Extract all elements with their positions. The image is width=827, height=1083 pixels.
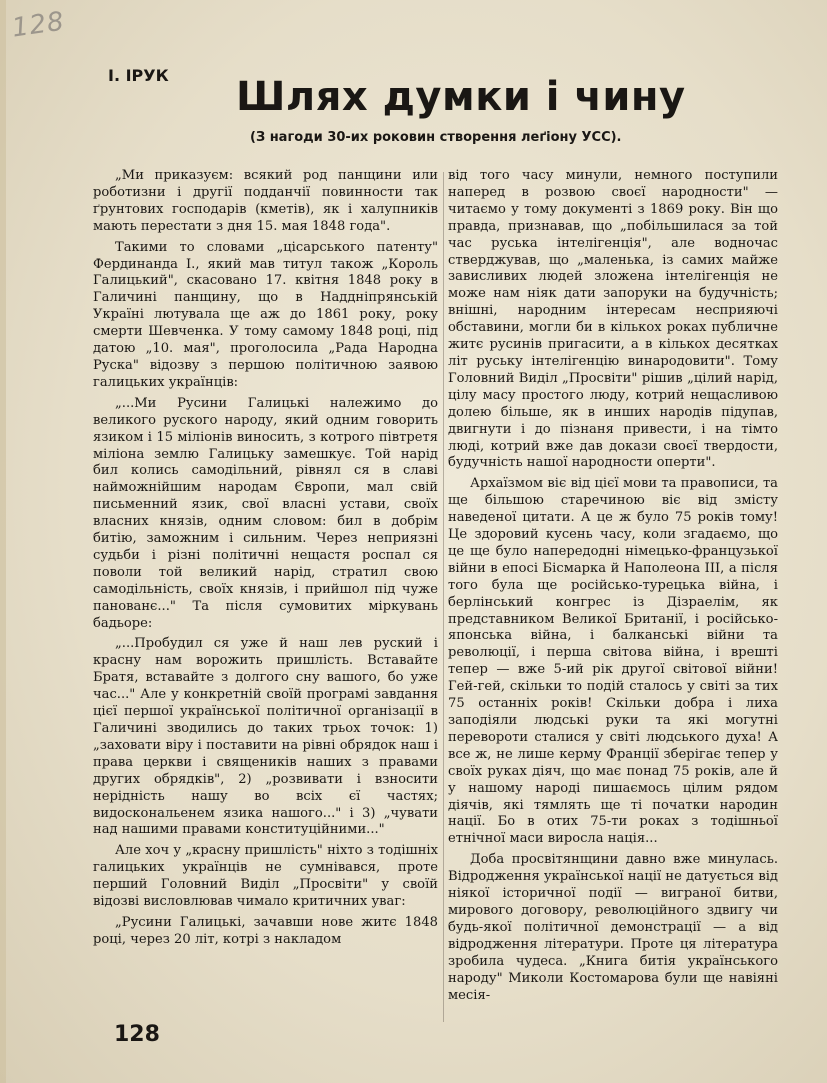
left-text-column xyxy=(93,168,438,953)
body-paragraph: від того часу минули, немного поступили наперед в розвою своєї народности" — читаємо у тому документі з 1869 року. Він що правда, признавав, що „побільшилася за той час руська інтелігенція", але водночас стверджував, що „маленька, із самих майже зависливих людей зложена інтелігенція не може нам ніяк дати запоруки на будучність; внішні, народним інтересам несприяючі обставини, могли би в кількох роках публичне житє русинів пригасити, а в кількох десятках літ руську інтелігенцію винародовити". Тому Головний Виділ „Просвіти" рішив „цілий нарід, цілу масу простого люду, котрий нещасливою долею більше, як в инших народів підупав, двигнути і до пізнаня привести, і на тімто люді, котрий вже дав докази своєї твердости, будучність нашої народности оперти". xyxy=(448,168,778,471)
page-number: 128 xyxy=(114,1022,160,1047)
body-paragraph: Такими то словами „цісарського патенту" Фердинанда І., який мав титул також „Король Галицький", скасовано 17. квітня 1848 року в Галичині панщину, що в Наддніпрянській Україні лютувала ще аж до 1861 року, року смерти Шевченка. У тому самому 1848 році, під датою „10. мая", проголосила „Рада Народна Руска" відозву з першою політичною заявою галицьких українців: xyxy=(93,239,438,390)
quoted-paragraph: „Ми приказуєм: всякий род панщини или роботизни і другії подданчії повинности так ґрунтових господарів (кметів), як і халупників мають перестати з дня 15. мая 1848 года". xyxy=(93,168,438,234)
page-edge-shadow xyxy=(0,0,6,1083)
body-paragraph: Доба просвітянщини давно вже минулась. Відродження української нації не датується від ніякої історичної події — виграної битви, мирового договору, революційного здвигу чи будь-якої політичної демонстрації — а від відродження літератури. Проте ця література зробила чудеса. „Книга битія українського народу" Миколи Костомарова були ще навіяні месія- xyxy=(448,852,778,1003)
body-paragraph: Архаїзмом віє від цієї мови та правописи, та ще більшою старечиною віє від змісту наведеної цитати. А це ж було 75 років тому! Це здоровий кусень часу, коли згадаємо, що це ще було напередодні німецько-французької війни в епосі Бісмарка й Наполеона III, а після того була ще російсько-турецька війна, і берлінський конгрес із Дізраелім, як представником Великої Британії, і російсько-японська війна, і балканські війни та революції, і перша світова війна, і врешті тепер — вже 5-ий рік другої світової війни! Гей-гей, скільки то подій сталось у світі за тих 75 останніх років! Скільки добра і лиха заподіяли людські руки та які могутні перевороти сталися у світі людського духа! А все ж, не лише керму Франції зберігає тепер у своїх руках діяч, що має понад 75 років, але й у нашому народі пишаємось цілим рядом діячів, які тямлять ще ті початки народин нації. Бо в отих 75-ти роках з тодішньої етнічної маси виросла нація... xyxy=(448,476,778,847)
right-text-column xyxy=(448,168,778,1008)
quoted-paragraph: „...Ми Русини Галицькі належимо до великого руского народу, який одним говорить язиком і 15 міліонів виносить, з котрого півтретя міліона землю Галицьку замешкує. Той нарід бил колись самодільний, рівнял ся в славі найможнійшим народам Європи, мал свій письменний язик, свої власні устави, своїх власних князів, одним словом: бил в добрім битію, заможним і сильним. Через неприязні судьби і різні політичні нещастя роспал ся поволи той великий нарід, стратил свою самодільність, своїх князів, і прийшол під чуже панованє..." Та після сумовитих міркувань бадьоре: xyxy=(93,395,438,631)
quoted-paragraph: „...Пробудил ся уже й наш лев руский і красну нам ворожить пришлість. Вставайте Братя, вставайте з долгого сну вашого, бо уже час..." Але у конкретній своїй програмі завдання цієї першої української політичної організації в Галичині зводились до таких трьох точок: 1) „заховати віру і поставити на рівні обрядок наш і права церкви і священиків наших з правами других обрядків", 2) „розвивати і взносити нерідність нашу во всіх єї частях; видоскональенем язика нашого..." і 3) „чувати над нашими правами конституційними..." xyxy=(93,636,438,838)
body-paragraph: Але хоч у „красну пришлість" ніхто з тодішніх галицьких українців не сумнівався, проте перший Головний Виділ „Просвіти" у своїй відозві висловлював чимало критичних уваг: xyxy=(93,843,438,910)
column-divider xyxy=(443,172,444,1022)
quoted-paragraph: „Русини Галицькі, зачавши нове житє 1848 році, через 20 літ, котрі з накладом xyxy=(93,914,438,947)
article-title: Шлях думки і чину xyxy=(236,74,686,120)
article-author: І. ІРУК xyxy=(108,66,169,85)
article-subtitle: (З нагоди 30-их роковин створення леґіону УСС). xyxy=(250,130,622,145)
pencil-page-annotation: 128 xyxy=(10,6,67,44)
